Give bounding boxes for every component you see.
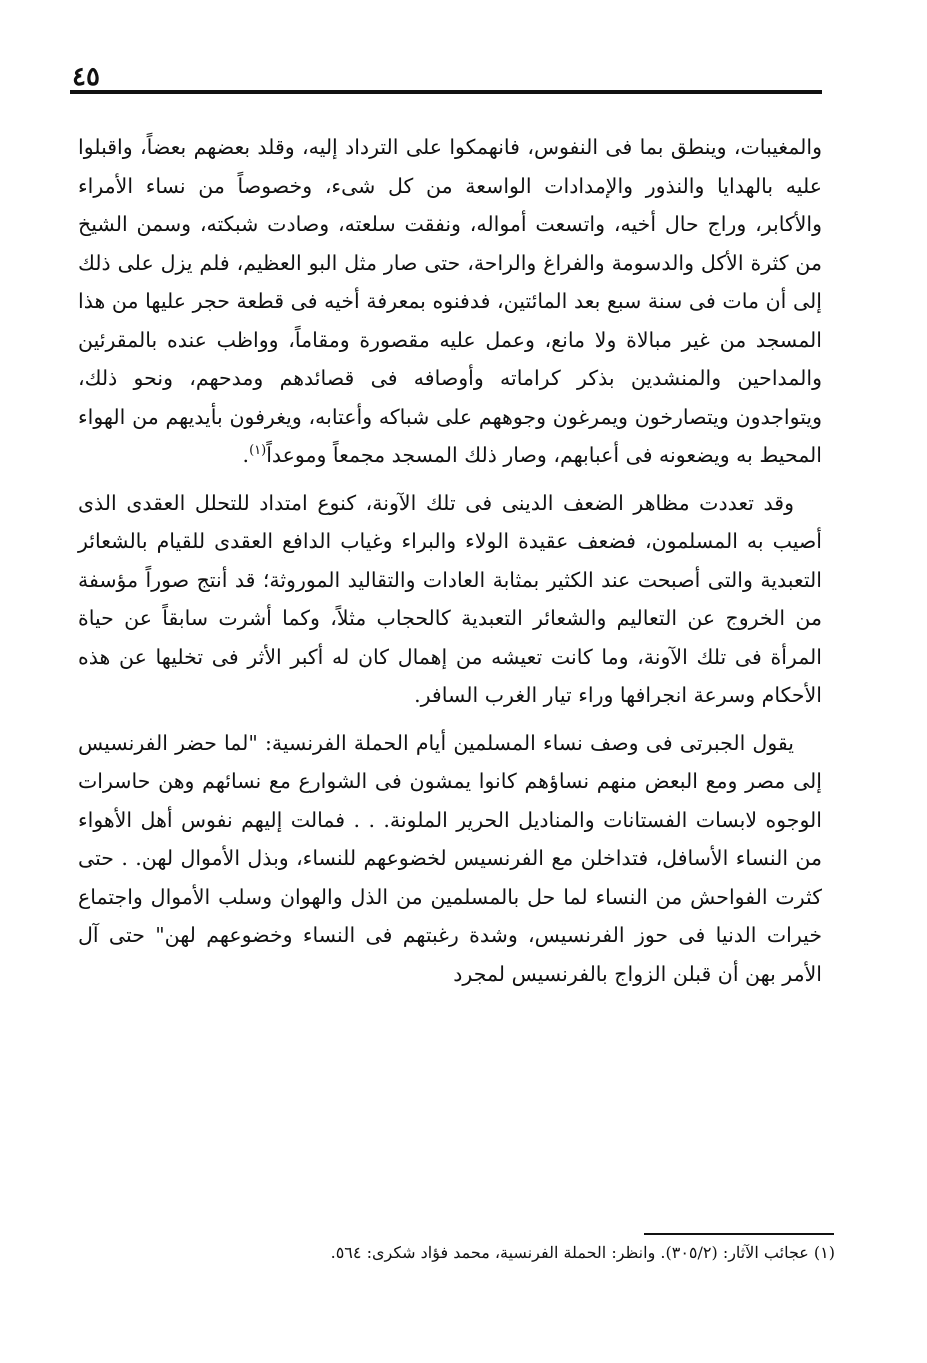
footnote-reference[interactable]: (١) bbox=[249, 443, 267, 459]
footnote: (١) عجائب الآثار: (٣٠٥/٢). وانظر: الحملة الفرنسية، محمد فؤاد شكرى: ٥٦٤. bbox=[330, 1243, 835, 1262]
paragraph-2: وقد تعددت مظاهر الضعف الدينى فى تلك الآونة، كنوع امتداد للتحلل العقدى الذى أصيب به المسلمون، فضعف عقيدة الولاء والبراء وغياب الدافع العقدى للقيام بالشعائر التعبدية والتى أصبحت عند الكثير بمثابة العادات والتقاليد الموروثة؛ قد أنتج صوراً مؤسفة من الخروج عن التعاليم والشعائر التعبدية كالحجاب مثلاً، وكما أشرت سابقاً عن حياة المرأة فى تلك الآونة، وما كانت تعيشه من إهمال كان له أكبر الأثر فى تخليها عن هذه الأحكام وسرعة انجرافها وراء تيار الغرب السافر. bbox=[78, 490, 822, 707]
body-text bbox=[78, 128, 822, 1002]
page-number: ٤٥ bbox=[72, 62, 100, 92]
paragraph-1-tail: . bbox=[242, 443, 250, 467]
paragraph-1-text: والمغيبات، وينطق بما فى النفوس، فانهمكوا على الترداد إليه، وقلد بعضهم بعضاً، واقبلوا عليه بالهدايا والنذور والإمدادات الواسعة من كل شىء، وخصوصاً من نساء الأمراء والأكابر، وراج حال أخيه، واتسعت أمواله، ونفقت سلعته، وصادت شبكته، وسمن الشيخ من كثرة الأكل والدسومة والفراغ والراحة، حتى صار مثل البو العظيم، فلم يزل على ذلك إلى أن مات فى سنة سبع بعد المائتين، فدفنوه بمعرفة أخيه فى قطعة حجر عليها من هذا المسجد من غير مبالاة ولا مانع، وعمل عليه مقصورة ومقاماً، وواظب عنده بالمقرئين والمداحين والمنشدين بذكر كراماته وأوصافه فى قصائدهم ومدحهم، ونحو ذلك، ويتواجدون ويتصارخون ويمرغون وجوههم على شباكه وأعتابه، ويغرفون بأيديهم من الهواء المحيط به ويضعونه فى أعبابهم، وصار ذلك المسجد مجمعاً وموعداً bbox=[78, 135, 822, 467]
paragraph-3: يقول الجبرتى فى وصف نساء المسلمين أيام الحملة الفرنسية: "لما حضر الفرنسيس إلى مصر ومع البعض منهم نساؤهم كانوا يمشون فى الشوارع مع نسائهم وهن حاسرات الوجوه لابسات الفستانات والمناديل الحرير الملونة. . . فمالت إليهم نفوس أهل الأهواء من النساء الأسافل، فتداخلن مع الفرنسيس لخضوعهم للنساء، وبذل الأموال لهن. . حتى كثرت الفواحش من النساء لما حل بالمسلمين من الذل والهوان وسلب الأموال واجتماع خيرات الدنيا فى حوز الفرنسيس، وشدة رغبتهم فى النساء وخضوعهم لهن" حتى آل الأمر بهن أن قبلن الزواج بالفرنسيس لمجرد bbox=[78, 730, 822, 986]
header-rule bbox=[70, 90, 822, 94]
paragraph-1 bbox=[78, 128, 822, 475]
footnote-rule bbox=[644, 1233, 834, 1235]
